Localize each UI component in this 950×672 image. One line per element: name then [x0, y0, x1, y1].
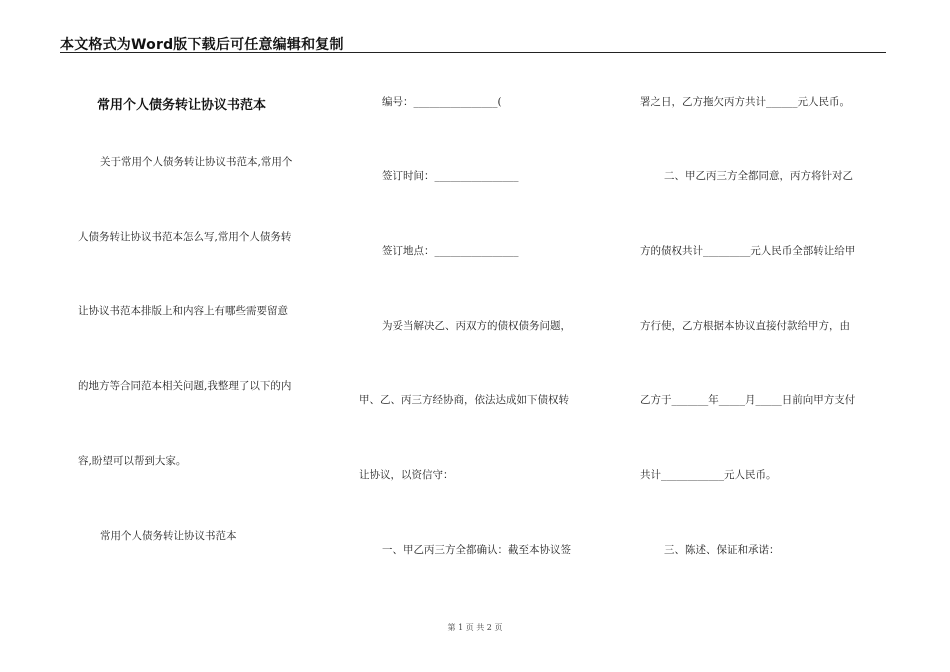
- paragraph-line: 让协议，以资信守：: [359, 469, 454, 481]
- paragraph-line: 人债务转让协议书范本怎么写,常用个人债务转: [78, 231, 292, 243]
- paragraph-line: 让协议书范本排版上和内容上有哪些需要留意: [78, 305, 288, 317]
- paragraph-line: 乙方于_______年_____月_____日前向甲方支付: [640, 394, 856, 406]
- paragraph-line: 一、甲乙丙三方全都确认：截至本协议签: [382, 544, 571, 556]
- paragraph-line: 三、陈述、保证和承诺：: [664, 544, 780, 556]
- contract-number-field: 编号：________________(: [382, 96, 502, 108]
- paragraph-line: 方行使，乙方根据本协议直接付款给甲方，由: [640, 320, 850, 332]
- paragraph-line: 共计____________元人民币。: [640, 469, 777, 481]
- signing-place-field: 签订地点：________________: [382, 245, 519, 257]
- page-header: 本文格式为Word版下载后可任意编辑和复制: [60, 37, 344, 53]
- paragraph-line: 署之日，乙方拖欠丙方共计______元人民币。: [640, 96, 850, 108]
- paragraph-line: 方的债权共计_________元人民币全部转让给甲: [640, 245, 856, 257]
- page-footer: 第 1 页 共 2 页: [447, 623, 503, 632]
- paragraph-line: 常用个人债务转让协议书范本: [100, 530, 237, 542]
- signing-time-field: 签订时间：________________: [382, 170, 519, 182]
- paragraph-line: 二、甲乙丙三方全都同意，丙方将针对乙: [664, 170, 853, 182]
- document-title: 常用个人债务转让协议书范本: [97, 98, 267, 113]
- paragraph-line: 的地方等合同范本相关问题,我整理了以下的内: [78, 380, 292, 392]
- header-rule: [60, 52, 886, 53]
- paragraph-line: 甲、乙、丙三方经协商，依法达成如下债权转: [359, 394, 569, 406]
- paragraph-line: 关于常用个人债务转让协议书范本,常用个: [100, 156, 293, 168]
- paragraph-line: 为妥当解决乙、丙双方的债权债务问题，: [382, 320, 571, 332]
- paragraph-line: 容,盼望可以帮到大家。: [78, 455, 187, 467]
